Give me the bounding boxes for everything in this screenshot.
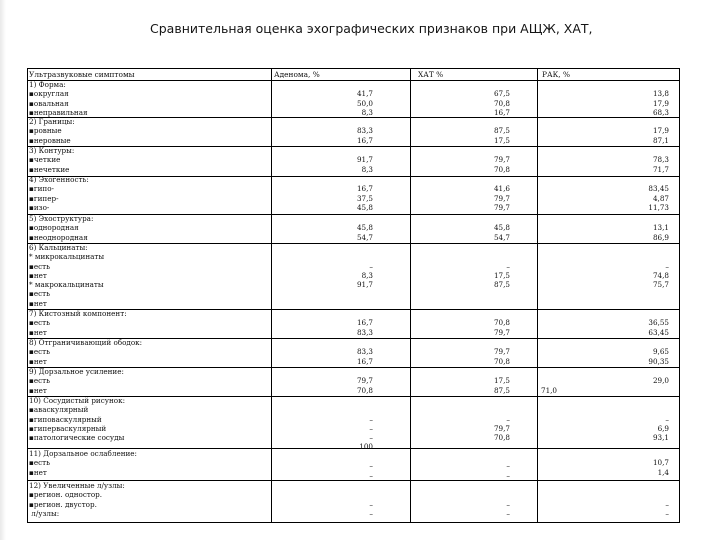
- rak-values-echogenicity: 83,45 4,87 11,73: [648, 184, 669, 212]
- rak-values-halo: 9,65 90,35: [648, 347, 669, 366]
- row-labels-dorsal-enhancement: 9) Дорзальное усиление: ▪есть ▪нет: [29, 367, 124, 395]
- hat-values-lymph-nodes: – –: [506, 499, 510, 518]
- row-labels-echostructure: 5) Эхоструктура: ▪однородная ▪неоднородная: [29, 214, 94, 242]
- hat-values-calcifications: – 17,5 87,5: [493, 261, 510, 290]
- page-edge-shadow: [0, 0, 6, 540]
- row-labels-lymph-nodes: 12) Увеличенные л/узлы: ▪регион. одностор. ▪регион. двустор. л/узлы:: [29, 481, 125, 518]
- adenoma-values-vascular: – – – 100: [359, 414, 373, 452]
- rak-values-echostructure: 13,1 86,9: [652, 223, 669, 242]
- rak-values-lymph-nodes: – –: [665, 499, 669, 518]
- header-rak: РАК, %: [542, 70, 571, 79]
- adenoma-values-echostructure: 45,8 54,7: [356, 223, 373, 242]
- row-labels-dorsal-attenuation: 11) Дорзальное ослабление: ▪есть ▪нет: [29, 449, 137, 477]
- rak-values-contours: 78,3 71,7: [652, 155, 669, 174]
- page-title: Сравнительная оценка эхографических признаков при АЩЖ, ХАТ,: [150, 21, 593, 36]
- rak-values-dorsal-enhancement: 29,0: [652, 376, 669, 386]
- adenoma-values-halo: 83,3 16,7: [356, 347, 373, 366]
- hat-values-form: 67,5 70,8 16,7: [493, 89, 510, 117]
- hat-values-halo: 79,7 70,8: [493, 347, 510, 366]
- col-divider: [537, 69, 538, 522]
- hat-values-cystic: 70,8 79,7: [493, 318, 510, 337]
- hat-values-echogenicity: 41,6 79,7 79,7: [493, 184, 510, 212]
- col-divider: [410, 69, 411, 522]
- hat-values-echostructure: 45,8 54,7: [493, 223, 510, 242]
- adenoma-values-dorsal-attenuation: – –: [369, 461, 373, 480]
- adenoma-values-borders: 83,3 16,7: [356, 126, 373, 145]
- row-labels-echogenicity: 4) Эхогенность: ▪гипо- ▪гипер- ▪изо-: [29, 175, 89, 212]
- hat-values-dorsal-attenuation: – –: [506, 461, 510, 480]
- header-hat: ХАТ %: [418, 70, 444, 79]
- hat-values-borders: 87,5 17,5: [493, 126, 510, 145]
- rak-values-borders: 17,9 87,1: [652, 126, 669, 145]
- header-adenoma: Аденома, %: [274, 70, 320, 79]
- hat-values-vascular: – 79,7 70,8: [493, 414, 510, 443]
- adenoma-values-echogenicity: 16,7 37,5 45,8: [356, 184, 373, 212]
- hat-values-dorsal-enhancement: 17,5 87,5: [493, 376, 510, 395]
- hat-values-contours: 79,7 70,8: [493, 155, 510, 174]
- adenoma-values-dorsal-enhancement: 79,7 70,8: [356, 376, 373, 395]
- adenoma-values-form: 41,7 50,0 8,3: [356, 89, 373, 117]
- adenoma-values-contours: 91,7 8,3: [356, 155, 373, 174]
- row-labels-halo: 8) Отграничивающий ободок: ▪есть ▪нет: [29, 338, 143, 366]
- rak-values-cystic: 36,55 63,45: [648, 318, 669, 337]
- row-labels-cystic: 7) Кистозный компонент: ▪есть ▪нет: [29, 309, 127, 337]
- row-labels-vascular: 10) Сосудистый рисунок: ▪аваскулярный ▪гиповаскулярный ▪гиперваскулярный ▪патологические сосуды: [29, 396, 126, 443]
- row-labels-calcifications: 6) Кальцинаты: * микрокальцинаты ▪есть ▪нет * макрокальцинаты ▪есть ▪нет: [29, 243, 105, 308]
- rak-value-dorsal-enhancement-extra: 71,0: [541, 386, 558, 395]
- adenoma-values-lymph-nodes: – –: [369, 499, 373, 518]
- row-labels-contours: 3) Контуры: ▪четкие ▪нечеткие: [29, 146, 75, 174]
- rak-values-form: 13,8 17,9 68,3: [652, 89, 669, 117]
- adenoma-values-calcifications: – 8,3 91,7: [356, 261, 373, 290]
- rak-values-calcifications: – 74,8 75,7: [652, 261, 669, 290]
- row-labels-borders: 2) Границы: ▪ровные ▪неровные: [29, 117, 75, 145]
- rak-values-vascular: – 6,9 93,1: [652, 414, 669, 443]
- comparison-table: [27, 68, 680, 523]
- row-labels-form: 1) Форма: ▪округлая ▪овальная ▪неправильная: [29, 80, 88, 117]
- col-divider: [271, 69, 272, 522]
- rak-values-dorsal-attenuation: 10,7 1,4: [652, 458, 669, 477]
- header-signs: Ультразвуковые симптомы: [29, 70, 135, 79]
- adenoma-values-cystic: 16,7 83,3: [356, 318, 373, 337]
